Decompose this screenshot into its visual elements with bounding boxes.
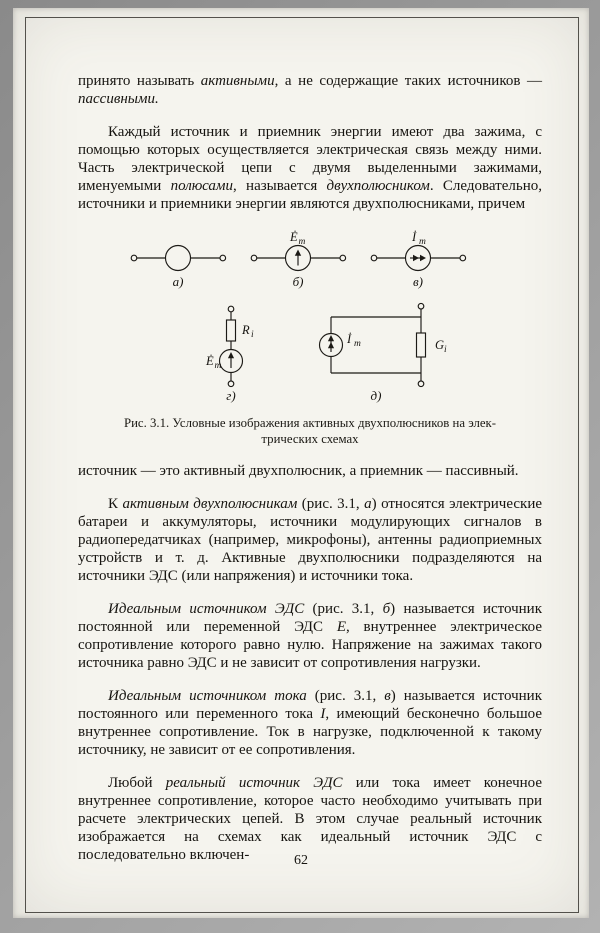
page-content (78, 57, 542, 879)
text-segment: пассивными. (78, 91, 159, 107)
label-current: İ (347, 332, 352, 346)
circuit-diagrams (116, 228, 476, 403)
label-conductance-sub: i (444, 345, 447, 355)
paragraph-2 (78, 123, 542, 213)
label-resistance: R (242, 323, 250, 337)
terminal-icon (371, 255, 377, 261)
text-segment: в (384, 688, 391, 704)
book-page (13, 8, 589, 918)
text-segment: а (364, 496, 372, 512)
text-segment: или тока имеет конечное внутреннее сопротивление, которое часто необходимо учитывать при расчете электрических цепей. В этом случае реальный источник изображается на схемах как идеальный источник ЭДС с последовательно включен- (78, 775, 543, 863)
label-current-sub: т (354, 339, 361, 349)
terminal-icon (340, 255, 346, 261)
resistor-box (227, 320, 236, 341)
terminal-icon (418, 303, 424, 309)
label-emf-sub: т (298, 237, 306, 247)
text-segment: ) относятся электрические батареи и аккумуляторы, источники модулирующих сигналов в радиопередатчиках (например, микрофоны), антенны радиоприемных устройств и т. д. Активные двухполюсники подразделяются на источники ЭДС (или напряжения) и источники тока. (78, 496, 542, 584)
paragraph-7 (78, 774, 542, 864)
figure-caption-line-1: Рис. 3.1. Условные изображения активных двухполюсников на элек- (123, 416, 497, 430)
diagram-b (251, 230, 345, 289)
label-current: İ (412, 230, 417, 244)
text-segment: , называется (232, 178, 327, 194)
figure-3-1 (78, 228, 542, 447)
diagram-a (131, 246, 225, 290)
paragraph-5 (78, 600, 542, 672)
page-number: 62 (294, 853, 308, 868)
text-segment: Идеальным источником тока (108, 688, 307, 704)
text-segment: , а не содержащие таких источников — (274, 73, 543, 89)
text-segment: I (320, 706, 326, 722)
text-segment: б (382, 601, 391, 617)
text-segment: полюсами (170, 178, 233, 194)
arrowhead-icon (228, 352, 234, 358)
arrowhead-icon (328, 335, 334, 341)
conductance-box (417, 333, 426, 357)
arrowhead-icon (295, 250, 301, 256)
text-segment: реальный источник ЭДС (165, 775, 343, 791)
label-conductance: G (435, 338, 445, 352)
terminal-icon (228, 381, 234, 387)
terminal-icon (251, 255, 257, 261)
diagram-d (320, 303, 448, 403)
label-emf: Ė (206, 354, 214, 368)
text-segment: Идеальным источником ЭДС (108, 601, 305, 617)
text-segment: (рис. 3.1, (304, 601, 383, 617)
text-segment: источник — это активный двухполюсник, а приемник — пассивный. (78, 463, 519, 479)
text-segment: принято называть (78, 73, 201, 89)
label-resistance-sub: i (251, 330, 254, 340)
paragraph-4 (78, 495, 542, 585)
arrowhead-icon (328, 342, 334, 348)
paragraph-3 (78, 462, 542, 480)
paragraph-6 (78, 687, 542, 759)
text-segment: . Следовательно, источники и приемники энергии являются двухполюсниками, причем (78, 178, 542, 212)
text-segment: ) называется источник постоянной или переменной ЭДС (78, 601, 542, 635)
text-segment: (рис. 3.1, (306, 688, 385, 704)
text-segment: К (108, 496, 123, 512)
arrowhead-icon (413, 255, 419, 261)
text-segment: Каждый источник и приемник энергии имеют два зажима, с помощью которых осуществляется электрическая связь между ними. Часть электрической цепи с двумя выделенными зажимами, именуемыми (78, 124, 542, 194)
source-circle-icon (166, 246, 191, 271)
terminal-icon (460, 255, 466, 261)
diagram-v (371, 230, 465, 289)
label-part-d: д) (370, 388, 382, 403)
text-segment: (рис. 3.1, (297, 496, 365, 512)
label-part-g: г) (226, 388, 236, 403)
terminal-icon (220, 255, 226, 261)
text-segment: двухполюсником (326, 178, 430, 194)
label-current-sub: т (419, 237, 426, 247)
terminal-icon (131, 255, 137, 261)
text-segment: Любой (108, 775, 166, 791)
figure-caption (78, 415, 542, 447)
arrowhead-icon (420, 255, 426, 261)
text-segment: активным двухполюсникам (122, 496, 298, 512)
label-part-b: б) (292, 274, 304, 289)
text-segment: , имеющий бесконечно большое внутреннее сопротивление. Ток в нагрузке, подключенной к такому источнику, не зависит от ее сопротивления. (78, 706, 542, 758)
paragraph-1 (78, 72, 542, 108)
terminal-icon (228, 306, 234, 312)
text-segment: , внутреннее электрическое сопротивление которого равно нулю. Напряжение на зажимах такого источника равно ЭДС и не зависит от сопротивления нагрузки. (78, 619, 542, 671)
terminal-icon (418, 381, 424, 387)
diagram-g (205, 306, 254, 403)
text-segment: ) называется источник постоянного или переменного тока (78, 688, 542, 722)
label-emf: Ė (290, 230, 298, 244)
label-emf-sub: т (214, 361, 222, 371)
label-part-a: а) (172, 274, 184, 289)
label-part-v: в) (413, 274, 423, 289)
text-segment: активными (200, 73, 275, 89)
text-segment: Е (336, 619, 346, 635)
figure-caption-line-2: трических схемах (261, 432, 359, 446)
